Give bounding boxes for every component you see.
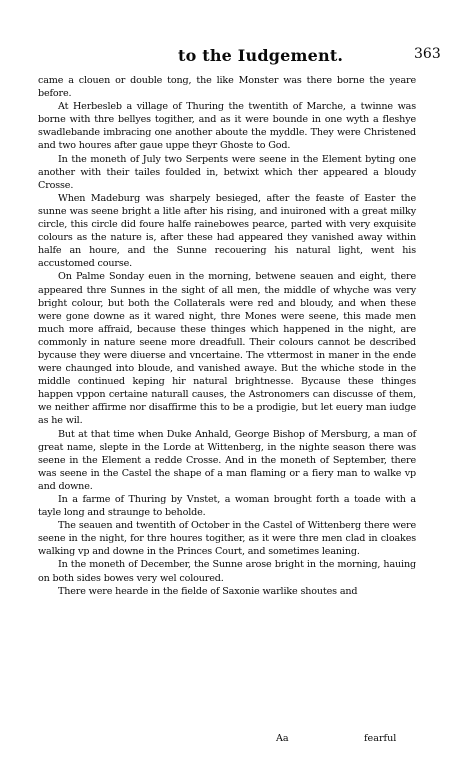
paragraph: There were hearde in the fielde of Saxonie warlike shoutes and <box>58 585 358 597</box>
page-header <box>0 46 470 72</box>
paragraph: At Herbesleb a village of Thuring the twentith of Marche, a twinne was borne with thre bellyes togither, and as it were bounde in one wyth a fleshye swadlebande imbracing one another aboute the myddle. They were Christened and two houres after gaue uppe theyr Ghoste to God. <box>38 101 416 152</box>
body-text <box>38 74 416 598</box>
paragraph: In a farme of Thuring by Vnstet, a woman brought forth a toade with a tayle long and straunge to beholde. <box>38 494 416 519</box>
page-number: 363 <box>414 46 441 62</box>
paragraph: In the moneth of December, the Sunne arose bright in the morning, hauing on both sides bowes very wel coloured. <box>38 559 416 584</box>
paragraph: On Palme Sonday euen in the morning, betwene seauen and eight, there appeared thre Sunnes in the sight of all men, the middle of whyche was very bright colour, but both the Collaterals were red and bloudy, and when these were gone downe as it wared night, thre Mones were seene, this made men much more affraid, because these thinges which happened in the night, are commonly in nature seene more dreadfull. Their colours cannot be described bycause they were diuerse and vncertaine. The vttermost in maner in the ende were chaunged into bloude, and vanished awaye. But the whiche stode in the middle continued keping hir natural brightnesse. Bycause these thinges happen vppon certaine naturall causes, the Astronomers can discusse of them, we neither affirme nor disaffirme this to be a prodigie, but let euery man iudge as he wil. <box>38 271 416 427</box>
catchword: fearful <box>364 733 397 744</box>
paragraph: In the moneth of July two Serpents were seene in the Element byting one another with their tailes foulded in, betwixt which ther appeared a bloudy Crosse. <box>38 153 416 191</box>
running-head: to the Iudgement. <box>178 46 344 65</box>
paragraph: came a clouen or double tong, the like Monster was there borne the yeare before. <box>38 75 416 100</box>
paragraph: When Madeburg was sharpely besieged, after the feaste of Easter the sunne was seene bright a litle after his rising, and inuironed with a great milky circle, this circle did foure halfe rainebowes pearce, parted with very exquisite colours as the nature is, after these had appeared they vanished away within halfe an houre, and the Sunne recouering his natural light, went his accustomed course. <box>38 192 416 270</box>
catchline <box>0 733 470 747</box>
paragraph: But at that time when Duke Anhald, George Bishop of Mersburg, a man of great name, slepte in the Lorde at Wittenberg, in the nighte season there was seene in the Element a redde Crosse. And in the moneth of September, there was seene in the Castel the shape of a man flaming or a fiery man to walke vp and downe. <box>38 428 416 492</box>
signature-mark: Aa <box>276 733 289 744</box>
paragraph: The seauen and twentith of October in the Castel of Wittenberg there were seene in the night, for thre houres togither, as it were thre men clad in cloakes walking vp and downe in the Princes Court, and sometimes leaning. <box>38 520 416 558</box>
